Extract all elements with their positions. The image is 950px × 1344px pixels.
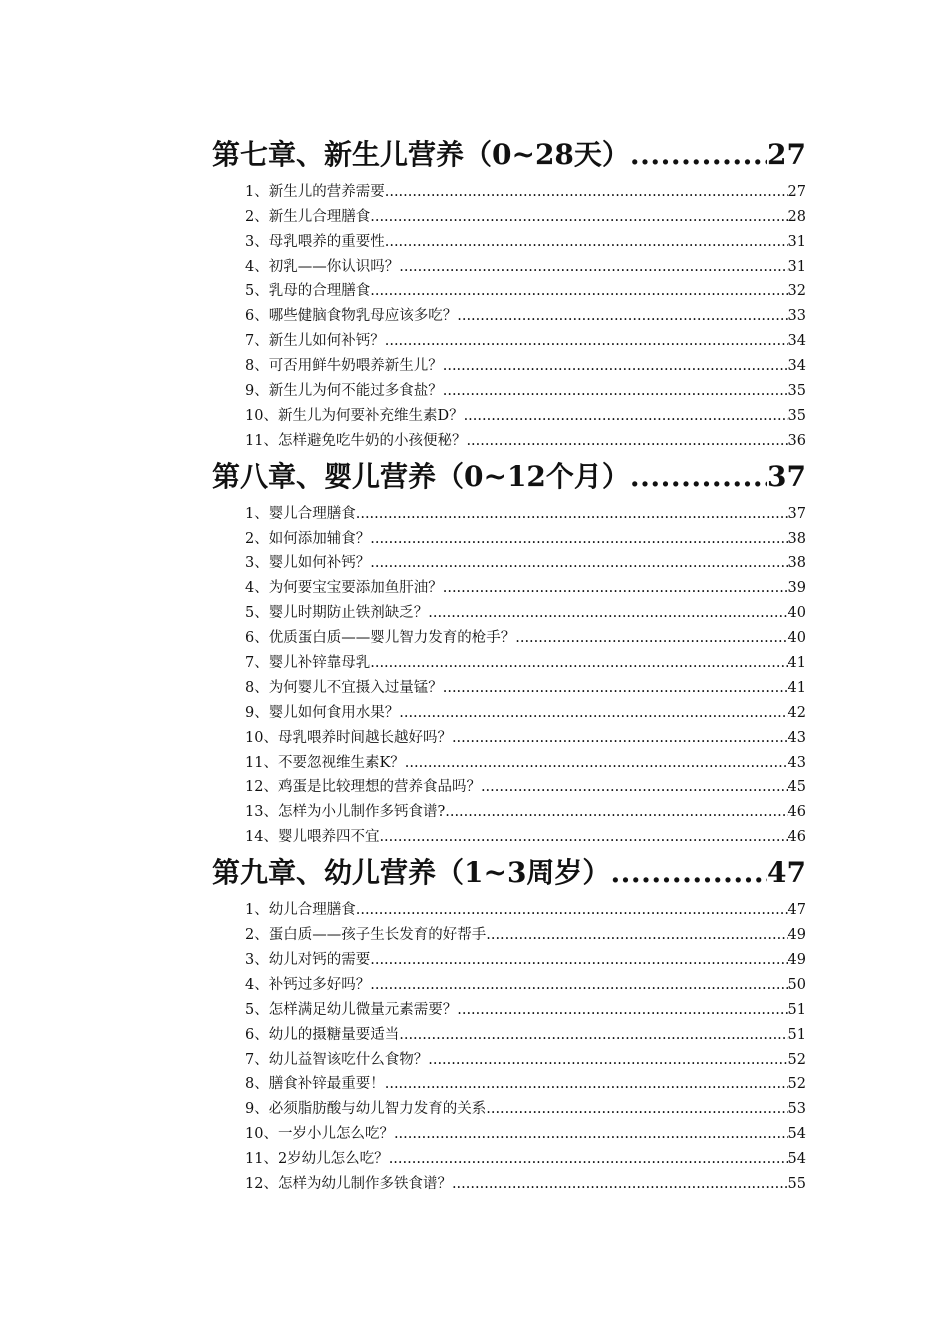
dot-leader [486, 926, 787, 944]
dot-leader [443, 382, 788, 400]
entry-page-number: 51 [787, 1001, 806, 1018]
entry-page-number: 38 [787, 530, 806, 547]
entry-page-number: 32 [787, 283, 806, 300]
dot-leader [443, 679, 788, 697]
dot-leader [385, 332, 788, 350]
entry-page-number: 51 [787, 1026, 806, 1043]
entry-title: 7、婴儿补锌靠母乳 [245, 655, 371, 672]
dot-leader [630, 460, 767, 494]
dot-leader [399, 258, 787, 276]
entry-title: 1、新生儿的营养需要 [245, 183, 385, 200]
toc-entry[interactable] [245, 622, 806, 647]
entry-page-number: 52 [787, 1076, 806, 1093]
toc-entry[interactable] [245, 251, 806, 276]
toc-entry[interactable] [245, 350, 806, 375]
toc-entry[interactable] [245, 821, 806, 846]
chapter-heading[interactable] [212, 454, 806, 494]
chapter-title: 第八章、婴儿营养（0~12个月） [212, 459, 630, 493]
dot-leader [515, 629, 787, 647]
entry-page-number: 37 [787, 505, 806, 522]
chapter-page-number: 37 [767, 459, 806, 493]
toc-entry[interactable] [245, 325, 806, 350]
toc-entry[interactable] [245, 672, 806, 697]
entry-title: 12、怎样为幼儿制作多铁食谱？ [245, 1175, 452, 1192]
toc-entry[interactable] [245, 796, 806, 821]
dot-leader [370, 951, 787, 969]
chapter-heading[interactable] [212, 850, 806, 890]
toc-entry[interactable] [245, 1143, 806, 1168]
entry-page-number: 47 [787, 902, 806, 919]
dot-leader [385, 183, 788, 201]
dot-leader [457, 307, 787, 325]
chapter-page-number: 27 [767, 138, 806, 171]
toc-entry[interactable] [245, 894, 806, 919]
entry-page-number: 33 [787, 308, 806, 325]
entry-title: 3、母乳喂养的重要性 [245, 233, 385, 250]
toc-entry[interactable] [245, 523, 806, 548]
toc-entry[interactable] [245, 548, 806, 573]
dot-leader [464, 407, 788, 425]
dot-leader [610, 856, 767, 890]
toc-entry[interactable] [245, 400, 806, 425]
toc-entry[interactable] [245, 300, 806, 325]
toc-entry[interactable] [245, 1069, 806, 1094]
entry-title: 8、可否用鲜牛奶喂养新生儿？ [245, 358, 443, 375]
toc-entry[interactable] [245, 772, 806, 797]
toc-entry[interactable] [245, 969, 806, 994]
entry-title: 8、为何婴儿不宜摄入过量锰？ [245, 679, 443, 696]
toc-entry[interactable] [245, 747, 806, 772]
dot-leader [370, 554, 787, 572]
entry-page-number: 54 [787, 1126, 806, 1143]
dot-leader [428, 1051, 787, 1069]
dot-leader [370, 976, 787, 994]
entry-title: 9、婴儿如何食用水果？ [245, 704, 400, 721]
toc-entry[interactable] [245, 498, 806, 523]
dot-leader [399, 1026, 787, 1044]
entry-title: 4、初乳——你认识吗？ [245, 258, 400, 275]
dot-leader [445, 803, 787, 821]
dot-leader [394, 1125, 788, 1143]
entry-title: 7、新生儿如何补钙？ [245, 333, 385, 350]
entry-page-number: 54 [787, 1151, 806, 1168]
entry-title: 11、不要忽视维生素K？ [245, 754, 405, 771]
toc-entry[interactable] [245, 572, 806, 597]
entry-page-number: 35 [787, 383, 806, 400]
entry-page-number: 31 [787, 258, 806, 275]
entry-title: 5、乳母的合理膳食 [245, 283, 371, 300]
dot-leader [385, 233, 788, 251]
toc-entry[interactable] [245, 647, 806, 672]
dot-leader [443, 357, 788, 375]
entry-page-number: 39 [787, 580, 806, 597]
entry-title: 4、为何要宝宝要添加鱼肝油？ [245, 580, 443, 597]
entry-page-number: 36 [787, 432, 806, 449]
entry-title: 2、新生儿合理膳食 [245, 208, 371, 225]
entry-title: 3、幼儿对钙的需要 [245, 951, 371, 968]
toc-entry[interactable] [245, 597, 806, 622]
dot-leader [385, 1075, 788, 1093]
entry-page-number: 38 [787, 555, 806, 572]
dot-leader [370, 530, 787, 548]
toc-entry[interactable] [245, 226, 806, 251]
entry-title: 5、怎样满足幼儿微量元素需要？ [245, 1001, 458, 1018]
toc-entry[interactable] [245, 1019, 806, 1044]
toc-entry[interactable] [245, 375, 806, 400]
toc-entry[interactable] [245, 697, 806, 722]
dot-leader [399, 704, 787, 722]
toc-entry[interactable] [245, 176, 806, 201]
entry-title: 13、怎样为小儿制作多钙食谱? [245, 804, 446, 821]
entry-page-number: 49 [787, 927, 806, 944]
entry-page-number: 31 [787, 233, 806, 250]
entry-title: 6、幼儿的摄糖量要适当 [245, 1026, 400, 1043]
entry-page-number: 34 [787, 358, 806, 375]
toc-entry[interactable] [245, 201, 806, 226]
entry-page-number: 45 [787, 779, 806, 796]
entry-page-number: 35 [787, 407, 806, 424]
entry-page-number: 42 [787, 704, 806, 721]
entry-title: 10、新生儿为何要补充维生素D？ [245, 407, 464, 424]
entry-title: 6、优质蛋白质——婴儿智力发育的枪手？ [245, 630, 516, 647]
dot-leader [457, 1001, 787, 1019]
entry-title: 14、婴儿喂养四不宜 [245, 829, 380, 846]
table-of-contents [212, 132, 806, 1193]
entry-title: 5、婴儿时期防止铁剂缺乏？ [245, 605, 429, 622]
toc-entry[interactable] [245, 1093, 806, 1118]
entry-page-number: 46 [787, 829, 806, 846]
dot-leader [443, 579, 788, 597]
dot-leader [389, 1150, 788, 1168]
entry-page-number: 40 [787, 630, 806, 647]
entry-page-number: 46 [787, 804, 806, 821]
chapter-title: 第七章、新生儿营养（0~28天） [212, 138, 630, 171]
toc-entry[interactable] [245, 994, 806, 1019]
entry-title: 10、一岁小儿怎么吃？ [245, 1126, 394, 1143]
toc-entry[interactable] [245, 919, 806, 944]
entry-title: 9、必须脂肪酸与幼儿智力发育的关系 [245, 1101, 487, 1118]
entry-title: 3、婴儿如何补钙？ [245, 555, 371, 572]
entry-page-number: 53 [787, 1101, 806, 1118]
dot-leader [481, 778, 788, 796]
entry-title: 6、哪些健脑食物乳母应该多吃？ [245, 308, 458, 325]
entry-page-number: 27 [787, 183, 806, 200]
dot-leader [356, 901, 788, 919]
entry-page-number: 41 [787, 679, 806, 696]
toc-entry[interactable] [245, 425, 806, 450]
entry-page-number: 55 [787, 1175, 806, 1192]
entry-page-number: 52 [787, 1051, 806, 1068]
chapter-heading[interactable] [212, 132, 806, 172]
dot-leader [370, 654, 787, 672]
dot-leader [630, 138, 767, 172]
toc-entry[interactable] [245, 722, 806, 747]
entry-title: 10、母乳喂养时间越长越好吗？ [245, 729, 452, 746]
dot-leader [486, 1100, 787, 1118]
dot-leader [370, 282, 787, 300]
entry-title: 1、幼儿合理膳食 [245, 902, 356, 919]
toc-entry[interactable] [245, 944, 806, 969]
entry-title: 12、鸡蛋是比较理想的营养食品吗？ [245, 779, 481, 796]
dot-leader [428, 604, 787, 622]
chapter-page-number: 47 [767, 856, 806, 890]
entry-page-number: 34 [787, 333, 806, 350]
entry-title: 2、蛋白质——孩子生长发育的好帮手 [245, 927, 487, 944]
entry-page-number: 49 [787, 951, 806, 968]
toc-entry[interactable] [245, 1168, 806, 1193]
dot-leader [379, 828, 787, 846]
entry-title: 2、如何添加辅食？ [245, 530, 371, 547]
entry-title: 9、新生儿为何不能过多食盐？ [245, 383, 443, 400]
entry-title: 1、婴儿合理膳食 [245, 505, 356, 522]
entry-page-number: 28 [787, 208, 806, 225]
entry-page-number: 40 [787, 605, 806, 622]
dot-leader [356, 505, 788, 523]
dot-leader [466, 432, 787, 450]
dot-leader [452, 1175, 788, 1193]
entry-title: 11、怎样避免吃牛奶的小孩便秘？ [245, 432, 467, 449]
entry-page-number: 43 [787, 754, 806, 771]
dot-leader [370, 208, 787, 226]
entry-title: 4、补钙过多好吗？ [245, 976, 371, 993]
chapter-title: 第九章、幼儿营养（1~3周岁） [212, 856, 611, 890]
entry-page-number: 43 [787, 729, 806, 746]
dot-leader [405, 754, 788, 772]
entry-page-number: 50 [787, 976, 806, 993]
dot-leader [452, 729, 788, 747]
toc-entry[interactable] [245, 276, 806, 301]
entry-title: 8、膳食补锌最重要！ [245, 1076, 385, 1093]
toc-entry[interactable] [245, 1044, 806, 1069]
entry-page-number: 41 [787, 655, 806, 672]
toc-entry[interactable] [245, 1118, 806, 1143]
entry-title: 11、2岁幼儿怎么吃？ [245, 1151, 389, 1168]
entry-title: 7、幼儿益智该吃什么食物？ [245, 1051, 429, 1068]
